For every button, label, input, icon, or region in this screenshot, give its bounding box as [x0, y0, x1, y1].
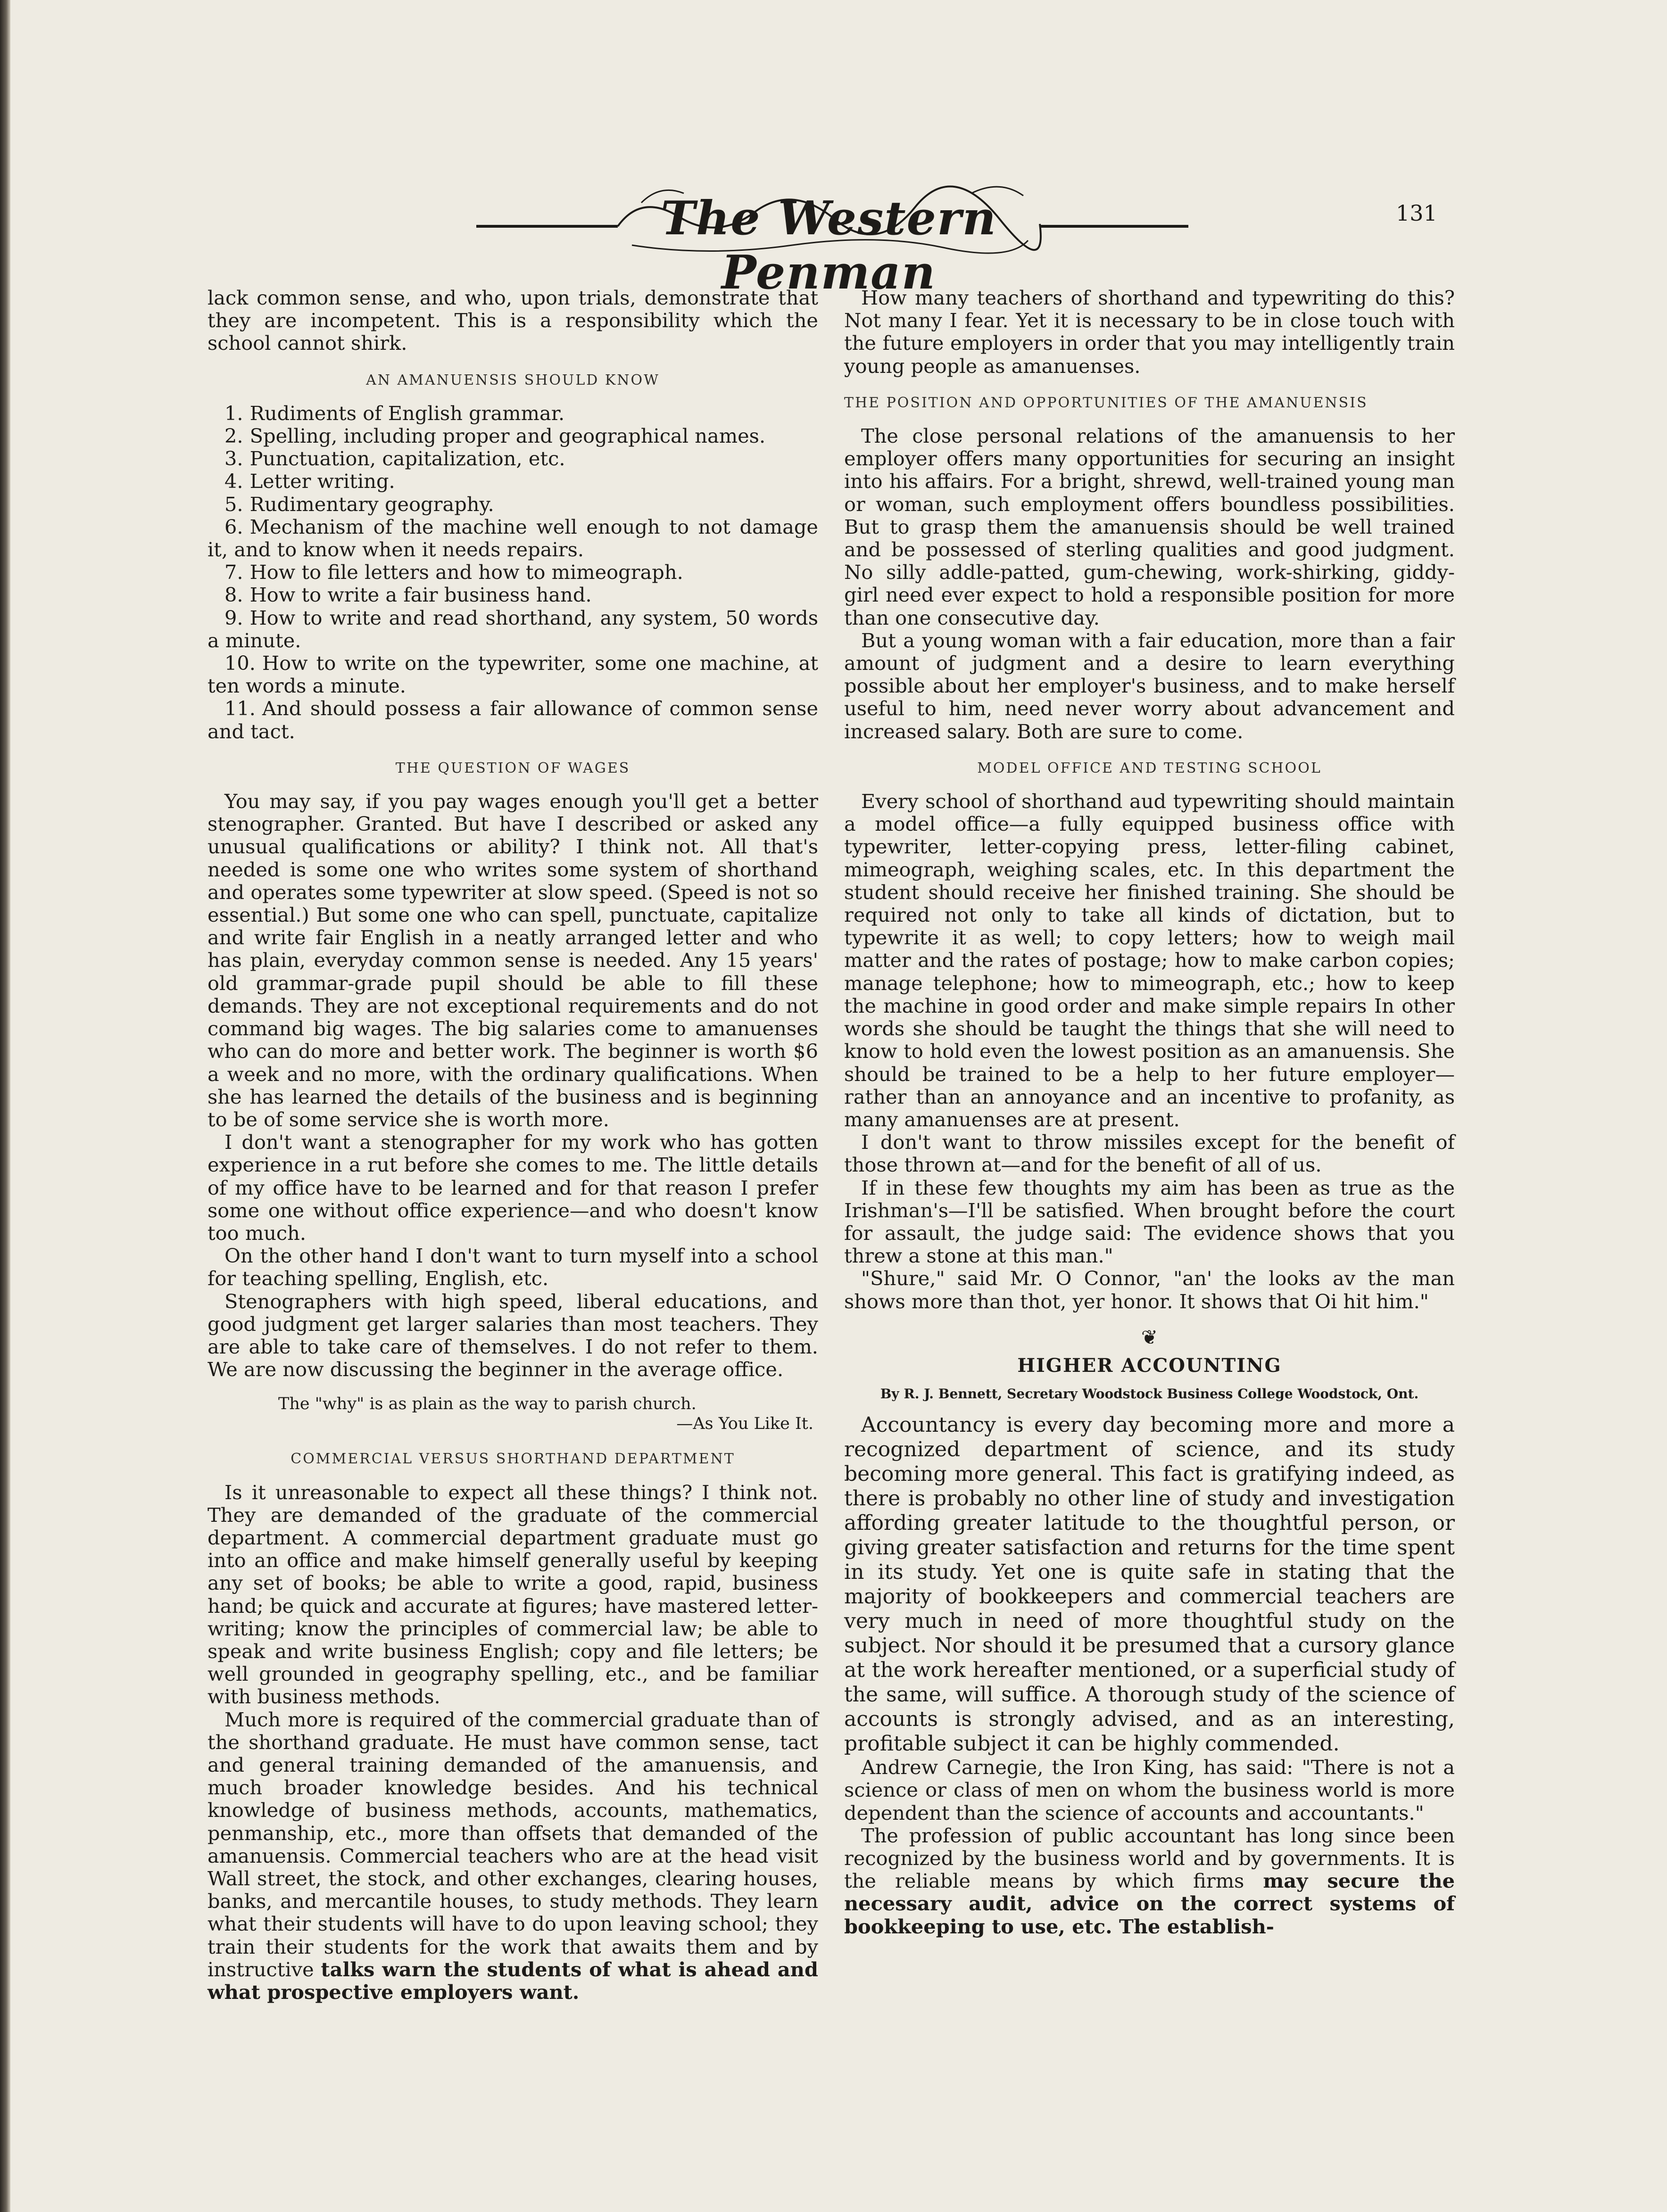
epigraph-text: The "why" is as plain as the way to parish church.: [278, 1395, 697, 1414]
list-item: 4. Letter writing.: [224, 470, 395, 493]
paragraph: [207, 1709, 818, 2004]
paragraph: Is it unreasonable to expect all these things? I think not. They are demanded of the graduate of the commercial department. A commercial department graduate must go into an office and make himself generally useful by keeping any set of books; be able to write a good, rapid, business hand; be quick and accurate at figures; have mastered letter-writing; know the principles of commercial law; be able to speak and write business English; copy and file letters; be well grounded in geography spelling, etc., and be familiar with business methods.: [207, 1480, 818, 1709]
list-item: 5. Rudimentary geography.: [224, 492, 494, 516]
paragraph: On the other hand I don't want to turn myself into a school for teaching spelling, English, etc.: [207, 1244, 818, 1290]
epigraph: [207, 1394, 818, 1434]
list-item: 3. Punctuation, capitalization, etc.: [224, 447, 565, 470]
header-rule-left: [476, 225, 618, 228]
header-rule-right: [1040, 225, 1188, 228]
article-byline: By R. J. Bennett, Secretary Woodstock Business College Woodstock, Ont.: [880, 1386, 1419, 1402]
paragraph: How many teachers of shorthand and typewriting do this? Not many I fear. Yet it is necessary to be in close touch with the future employers in order that you may intelligently train young people as amanuenses.: [844, 286, 1455, 378]
paragraph: I don't want to throw missiles except for the benefit of those thrown at—and for the benefit of all of us.: [844, 1131, 1455, 1177]
left-column: [207, 287, 818, 2004]
ornament-icon: ❦: [1141, 1325, 1158, 1349]
epigraph-citation: —As You Like It.: [676, 1414, 813, 1434]
paragraph: Every school of shorthand aud typewriting should maintain a model office—a fully equipped business office with typewriter, letter-copying press, letter-filing cabinet, mimeograph, weighing scales, etc. In this department the student should receive her finished training. She should be required not only to take all kinds of dictation, but to typewrite it as well; to copy letters; how to weigh mail matter and the rates of postage; how to make carbon copies; manage telephone; how to mimeograph, etc.; how to keep the machine in good order and make simple repairs In other words she should be taught the things that she will need to know to hold even the lowest position as an amanuensis. She should be trained to be a help to her future employer—rather than an annoyance and an incentive to profanity, as many amanuenses are at present.: [844, 790, 1455, 1131]
section-heading: MODEL OFFICE AND TESTING SCHOOL: [977, 759, 1322, 776]
paragraph-text: Much more is required of the commercial graduate than of the shorthand graduate. He must have common sense, tact and general training demanded of the amanuensis, and much broader knowledge besides. And his technical knowledge of business methods, accounts, mathematics, penmanship, etc., more than offsets that demanded of the amanuensis. Commercial teachers who are at the head visit Wall street, the stock, and other exchanges, clearing houses, banks, and mercantile houses, to study methods. They learn what their students will have to do upon leaving school; they train their students for the work that awaits them and by instructive: [207, 1708, 818, 1981]
right-column: [844, 287, 1455, 1938]
masthead-title: The Western Penman: [661, 191, 997, 300]
page-number: 131: [1396, 200, 1437, 226]
paragraph: Stenographers with high speed, liberal educations, and good judgment get larger salaries than most teachers. They are able to take care of themselves. I do not refer to them. We are now discussing the beginner in the average office.: [207, 1289, 818, 1381]
paragraph: The close personal relations of the amanuensis to her employer offers many opportunities for securing an insight into his affairs. For a bright, shrewd, well-trained young man or woman, such employment offers boundless possibilities. But to grasp them the amanuensis should be well trained and be possessed of sterling qualities and good judgment. No silly addle-patted, gum-chewing, work-shirking, giddy-girl need ever expect to hold a responsible position for more than one consecutive day.: [844, 424, 1455, 629]
article-title: HIGHER ACCOUNTING: [1017, 1354, 1282, 1377]
list-item: 1. Rudiments of English grammar.: [224, 401, 565, 425]
page-header: [476, 174, 1188, 300]
paragraph-bold-tail: talks warn the students of what is ahead and what prospective employers want.: [207, 1957, 818, 2004]
paragraph: Andrew Carnegie, the Iron King, has said: "There is not a science or class of men on whom the business world is more dependent than the science of accounts and accountants.": [844, 1756, 1455, 1824]
section-heading: COMMERCIAL VERSUS SHORTHAND DEPARTMENT: [290, 1451, 735, 1468]
paragraph: [844, 1824, 1455, 1938]
paragraph: I don't want a stenographer for my work who has gotten experience in a rut before she comes to me. The little details of my office have to be learned and for that reason I prefer some one without office experience—and who doesn't know too much.: [207, 1131, 818, 1245]
section-heading: THE QUESTION OF WAGES: [395, 759, 630, 776]
paragraph: But a young woman with a fair education, more than a fair amount of judgment and a desire to learn everything possible about her employer's business, and to make herself useful to him, need never worry about advancement and increased salary. Both are sure to come.: [844, 628, 1455, 743]
section-heading: THE POSITION AND OPPORTUNITIES OF THE AMANUENSIS: [844, 394, 1368, 411]
paragraph: Accountancy is every day becoming more and more a recognized department of science, and its study becoming more general. This fact is gratifying indeed, as there is probably no other line of study and investigation affording greater latitude to the thoughtful person, or giving greater satisfaction and returns for the time spent in its study. Yet one is quite safe in stating that the majority of bookkeepers and commercial teachers are very much in need of more thoughtful study on the subject. Nor should it be presumed that a cursory glance at the work hereafter mentioned, or a superficial study of the same, will suffice. A thorough study of the science of accounts is strongly advised, and as an interesting, profitable subject it can be highly commended.: [844, 1413, 1455, 1756]
list-item: 6. Mechanism of the machine well enough to not damage it, and to know when it needs repairs.: [207, 515, 818, 561]
knowledge-list: [207, 402, 818, 743]
list-item: 10. How to write on the typewriter, some one machine, at ten words a minute.: [207, 652, 818, 698]
section-heading: AN AMANUENSIS SHOULD KNOW: [366, 371, 660, 388]
paragraph-bold-tail: may secure the necessary audit, advice on the correct systems of bookkeeping to use, etc. The establish-: [844, 1869, 1455, 1938]
paragraph-text: The profession of public accountant has long since been recognized by the business world and by governments. It is the reliable means by which firms: [844, 1824, 1455, 1893]
paragraph: "Shure," said Mr. O Connor, "an' the looks av the man shows more than thot, yer honor. It shows that Oi hit him.": [844, 1267, 1455, 1313]
paragraph: If in these few thoughts my aim has been as true as the Irishman's—I'll be satisfied. When brought before the court for assault, the judge said: The evidence shows that you threw a stone at this man.": [844, 1176, 1455, 1268]
list-item: 7. How to file letters and how to mimeograph.: [224, 561, 683, 584]
masthead-logo: [613, 174, 1045, 300]
binding-gutter: [0, 0, 10, 2212]
paragraph: lack common sense, and who, upon trials, demonstrate that they are incompetent. This is a responsibility which the school cannot shirk.: [207, 286, 818, 355]
list-item: 9. How to write and read shorthand, any system, 50 words a minute.: [207, 606, 818, 652]
list-item: 8. How to write a fair business hand.: [224, 583, 592, 607]
paragraph: You may say, if you pay wages enough you'll get a better stenographer. Granted. But have I described or asked any unusual qualifications or ability? I think not. All that's needed is some one who writes some system of shorthand and operates some typewriter at slow speed. (Speed is not so essential.) But some one who can spell, punctuate, capitalize and write fair English in a neatly arranged letter and who has plain, everyday common sense is needed. Any 15 years' old grammar-grade pupil should be able to fill these demands. They are not exceptional requirements and do not command big wages. The big salaries come to amanuenses who can do more and better work. The beginner is worth $6 a week and no more, with the ordinary qualifications. When she has learned the details of the business and is beginning to be of some service she is worth more.: [207, 790, 818, 1131]
list-item: 2. Spelling, including proper and geographical names.: [224, 424, 766, 448]
list-item: 11. And should possess a fair allowance of common sense and tact.: [207, 697, 818, 743]
